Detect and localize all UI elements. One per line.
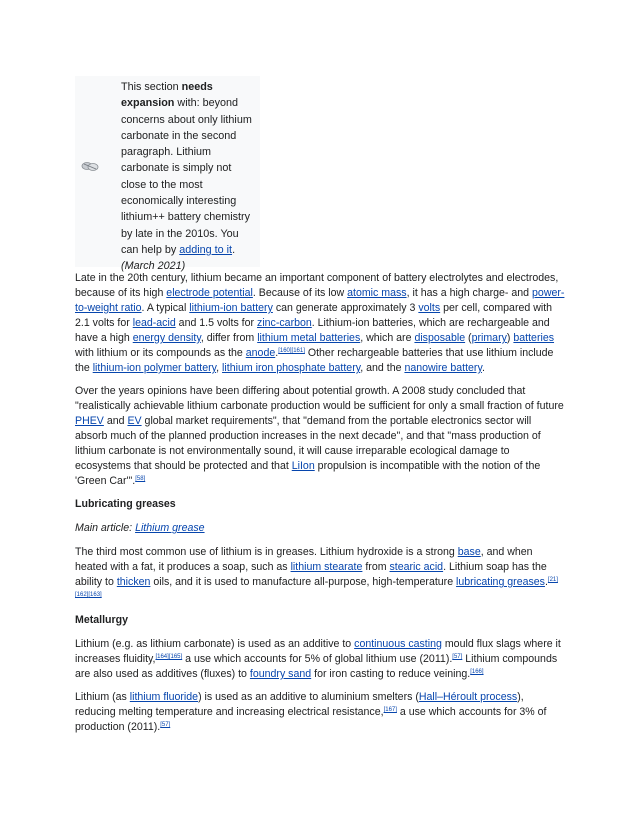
citation	[155, 654, 182, 660]
link-anode[interactable]: anode	[245, 347, 276, 359]
expansion-notice	[75, 76, 260, 273]
citation	[452, 654, 462, 660]
paragraph-batteries: Late in the 20th century, lithium became an important component of battery electrolytes and electrodes, because of its high electrode potential. Because of its low atomic mass, it has a high charge- and power-to-weight ratio. A typical lithium-ion battery can generate approximately 3 volts per cell, compared with 2.1 volts for lead-acid and 1.5 volts for zinc-carbon. Lithium-ion batteries, which are rechargeable and have a high energy density, differ from lithium metal batteries, which are disposable (primary) batteries with lithium or its compounds as the anode.[160][161] Other rechargeable batteries that use lithium include the lithium-ion polymer battery, lithium iron phosphate battery, and the nanowire battery.	[75, 272, 565, 374]
citation-link[interactable]: [160]	[278, 348, 292, 354]
link-lubricating-greases[interactable]: lubricating greases	[456, 576, 545, 588]
citation-link[interactable]: [167]	[383, 707, 397, 713]
article-content	[75, 271, 565, 743]
adding-to-it-link[interactable]: adding to it	[179, 243, 233, 256]
citation	[278, 348, 305, 354]
link-base[interactable]: base	[457, 546, 481, 558]
heading-metallurgy: Metallurgy	[75, 614, 128, 626]
link-lithium-grease[interactable]: Lithium grease	[135, 522, 205, 534]
link-lithium-ion-polymer-battery[interactable]: lithium-ion polymer battery	[92, 362, 217, 374]
link-hall-heroult-process[interactable]: Hall–Héroult process	[418, 691, 518, 703]
link-thicken[interactable]: thicken	[116, 576, 151, 588]
scales-icon	[81, 160, 99, 172]
link-lithium-metal-batteries[interactable]: lithium metal batteries	[257, 332, 361, 344]
citation-link[interactable]: [162]	[75, 592, 89, 598]
heading-lubricating-greases: Lubricating greases	[75, 498, 176, 510]
link-batteries[interactable]: batteries	[513, 332, 555, 344]
link-lithium-fluoride[interactable]: lithium fluoride	[129, 691, 199, 703]
link-liion[interactable]: LiIon	[291, 460, 315, 472]
link-zinc-carbon[interactable]: zinc-carbon	[257, 317, 312, 329]
paragraph-metallurgy-casting: Lithium (e.g. as lithium carbonate) is used as an additive to continuous casting mould flux slags where it increases fluidity,[164][165] a use which accounts for 5% of global lithium use (2011).[57] Lithium compounds are also used as additives (fluxes) to foundry sand for iron casting to reduce veining.[166]	[75, 638, 561, 680]
link-electrode-potential[interactable]: electrode potential	[166, 287, 253, 299]
paragraph-growth: Over the years opinions have been differing about potential growth. A 2008 study concluded that "realistically achievable lithium carbonate production would be sufficient for only a small fraction of future PHEV and EV global market requirements", that "demand from the portable electronics sector will absorb much of the planned production increases in the next decade", and that "mass production of lithium carbonate is not environmentally sound, it will cause irreparable ecological damage to ecosystems that should be protected and that LiIon propulsion is incompatible with the notion of the 'Green Car'".[58]	[75, 385, 564, 487]
paragraph-metallurgy-aluminium: Lithium (as lithium fluoride) is used as an additive to aluminium smelters (Hall–Héroult process), reducing melting temperature and increasing electrical resistance,[167] a use which accounts for 3% of production (2011).[57]	[75, 691, 547, 733]
main-article-note: Main article: Lithium grease	[75, 522, 205, 534]
link-primary[interactable]: primary	[471, 332, 507, 344]
citation	[384, 707, 397, 713]
citation	[135, 476, 145, 482]
paragraph-greases: The third most common use of lithium is in greases. Lithium hydroxide is a strong base, and when heated with a fat, it produces a soap, such as lithium stearate from stearic acid. Lithium soap has the ability to thicken oils, and it is used to manufacture all-purpose, high-temperature lubricating greases.[21][162][163]	[75, 546, 558, 598]
link-volts[interactable]: volts	[418, 302, 441, 314]
link-energy-density[interactable]: energy density	[132, 332, 201, 344]
link-lithium-iron-phosphate-battery[interactable]: lithium iron phosphate battery	[222, 362, 361, 374]
link-continuous-casting[interactable]: continuous casting	[354, 638, 442, 650]
citation-link[interactable]: [57]	[160, 722, 171, 728]
link-nanowire-battery[interactable]: nanowire battery	[404, 362, 482, 374]
link-lead-acid[interactable]: lead-acid	[132, 317, 176, 329]
citation	[160, 722, 170, 728]
notice-text: This section needs expansion with: beyond concerns about only lithium carbonate in the second paragraph. Lithium carbonate is simply not close to the most economically interesting lithium++ battery chemistry by late in the 2010s. You can help by adding to it. (March 2021)	[121, 81, 252, 273]
link-power-to-weight-ratio[interactable]: power-to-weight ratio	[75, 287, 565, 314]
citation	[470, 669, 483, 675]
link-lithium-ion-battery[interactable]: lithium-ion battery	[189, 302, 273, 314]
link-stearic-acid[interactable]: stearic acid	[389, 561, 444, 573]
citation-link[interactable]: [58]	[135, 476, 146, 482]
citation-link[interactable]: [165]	[168, 654, 183, 660]
citation-link[interactable]: [21]	[547, 577, 558, 583]
link-lithium-stearate[interactable]: lithium stearate	[290, 561, 363, 573]
citation-link[interactable]: [163]	[88, 592, 102, 598]
link-atomic-mass[interactable]: atomic mass	[347, 287, 407, 299]
link-phev[interactable]: PHEV	[75, 415, 104, 427]
citation-link[interactable]: [161]	[291, 348, 305, 354]
citation-link[interactable]: [164]	[155, 654, 169, 660]
link-ev[interactable]: EV	[127, 415, 142, 427]
link-foundry-sand[interactable]: foundry sand	[249, 668, 312, 680]
link-disposable[interactable]: disposable	[414, 332, 466, 344]
citation-link[interactable]: [57]	[452, 654, 463, 660]
citation-link[interactable]: [166]	[470, 669, 484, 675]
